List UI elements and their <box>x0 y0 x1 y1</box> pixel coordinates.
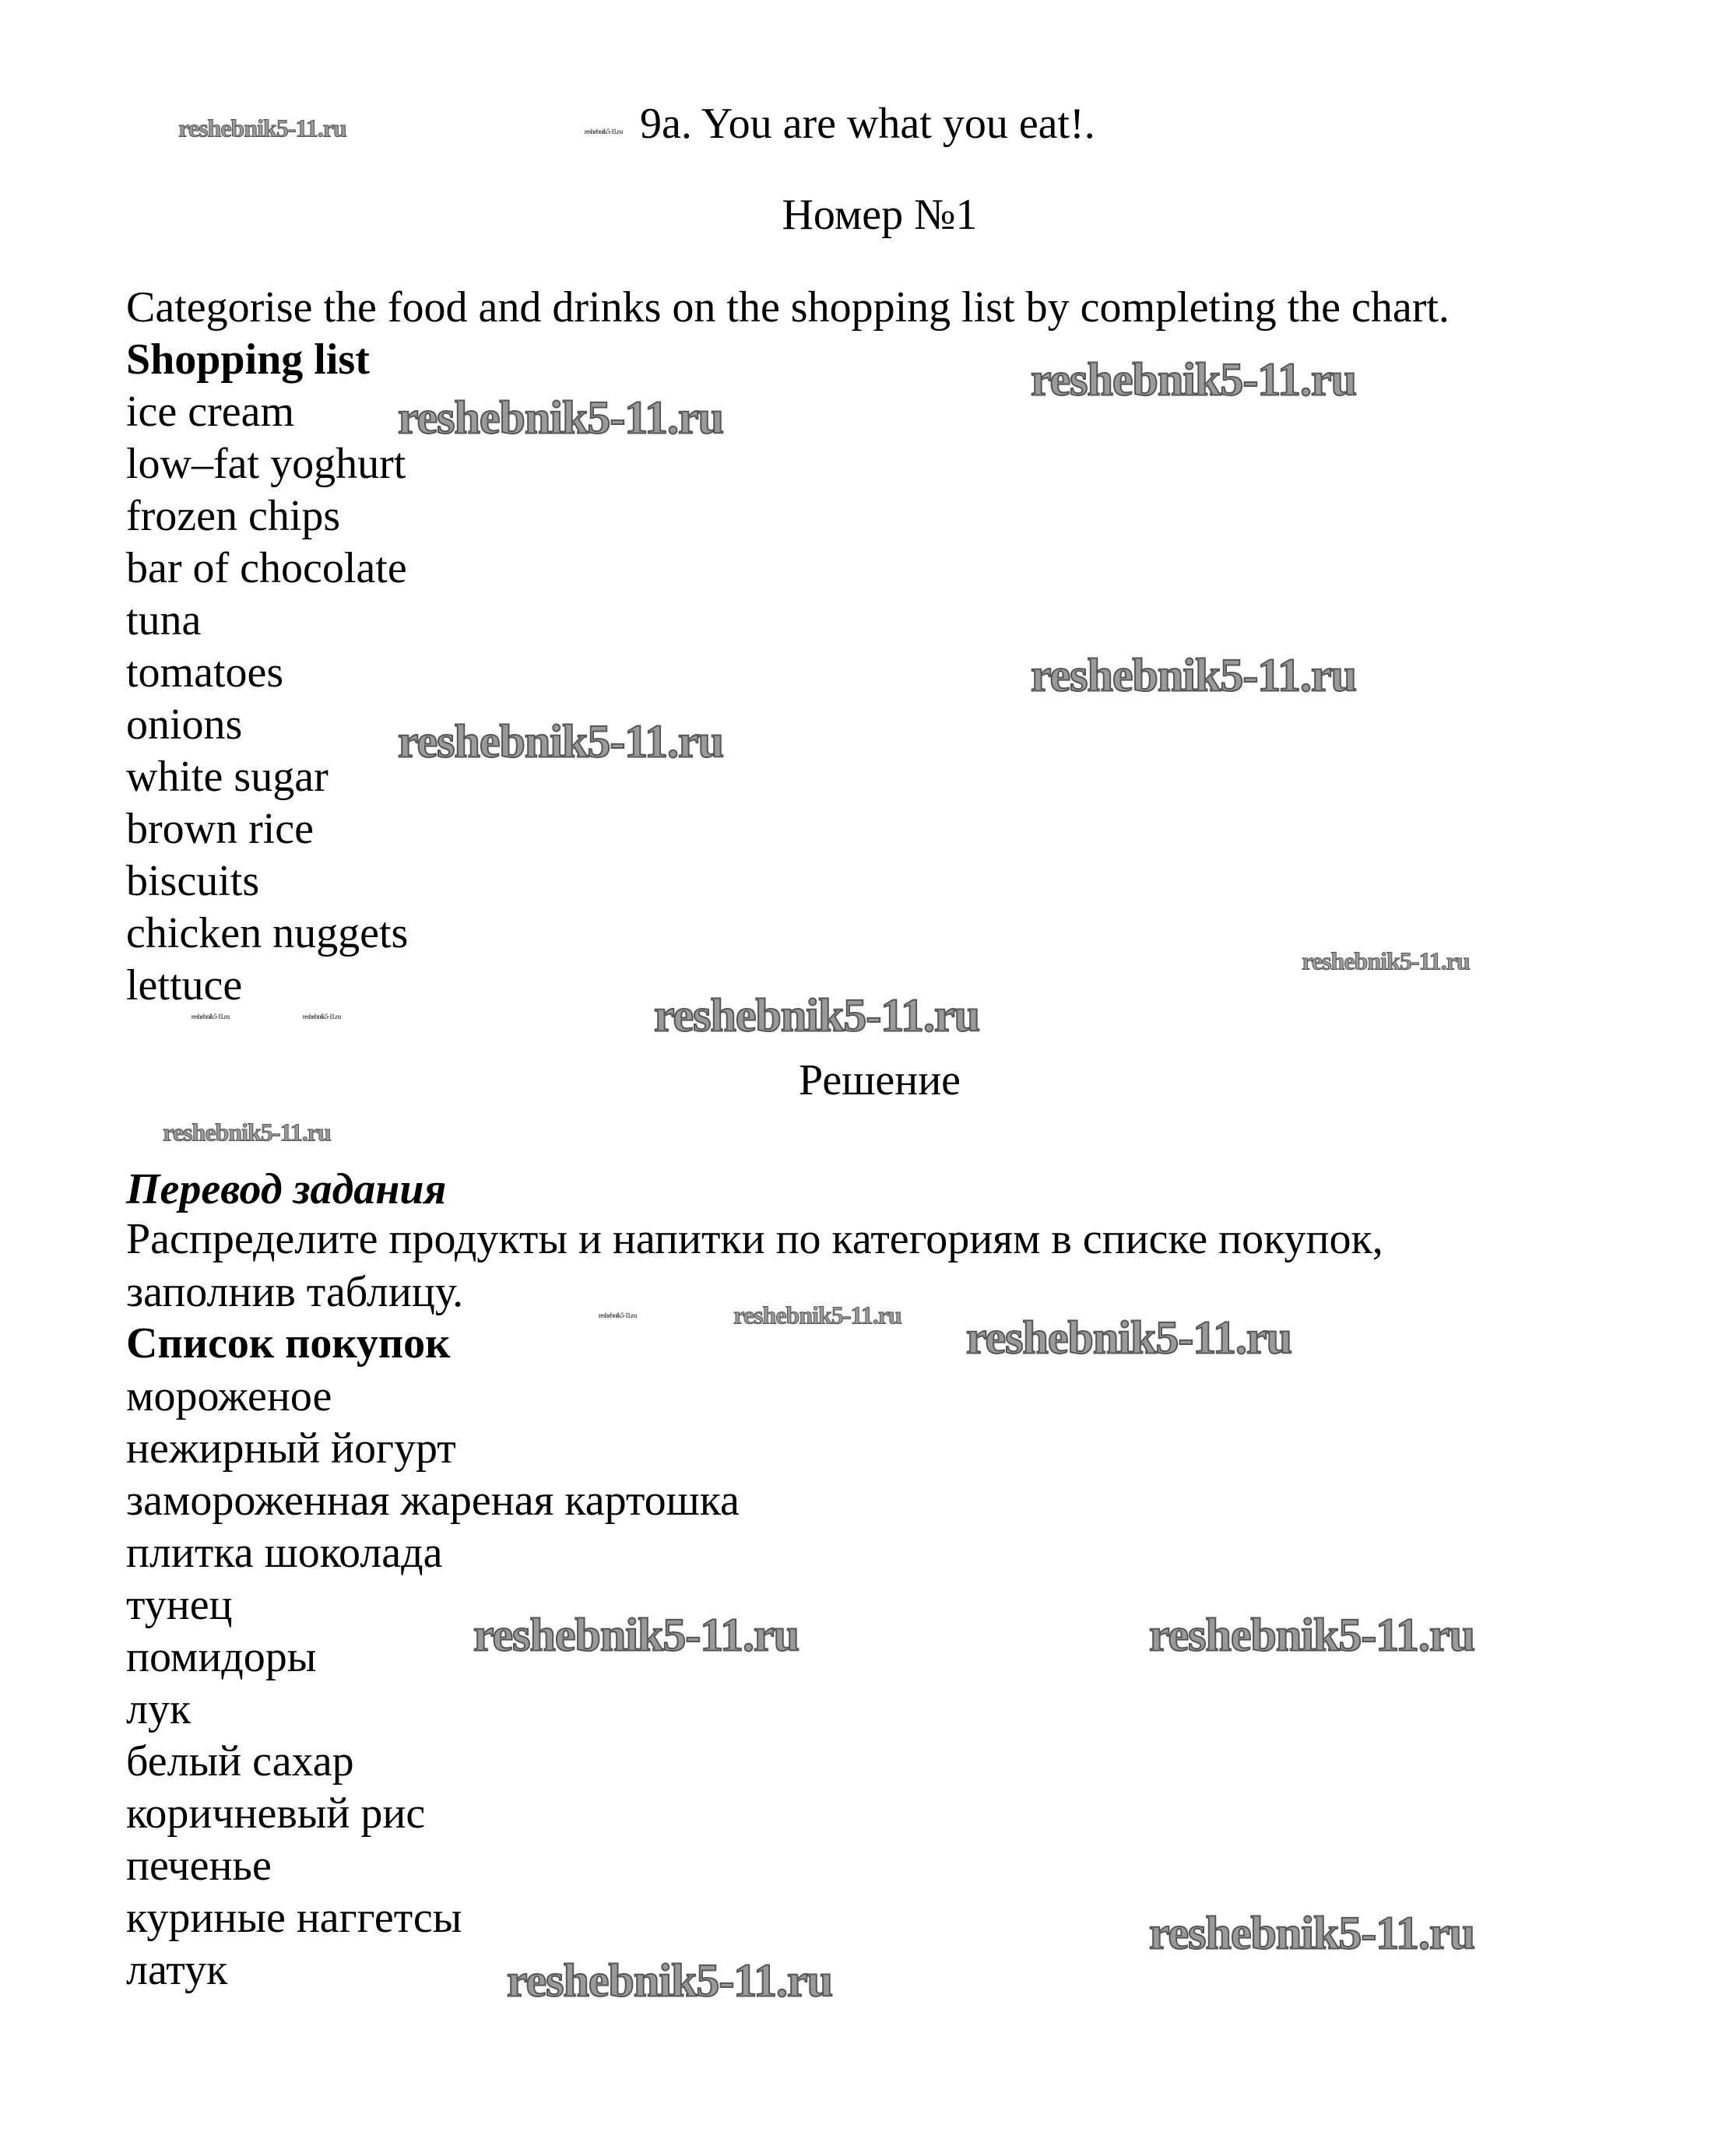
list-item: мороженое <box>126 1372 332 1420</box>
exercise-number: Номер №1 <box>782 191 978 239</box>
russian-shopping-list <box>126 1371 740 1996</box>
watermark: reshebnik5-11.ru <box>1031 649 1356 701</box>
translation-title: Перевод задания <box>126 1165 447 1213</box>
list-item: bar of chocolate <box>126 544 407 592</box>
watermark: reshebnik5-11.ru <box>598 1312 637 1319</box>
watermark: reshebnik5-11.ru <box>1302 946 1470 975</box>
list-item: chicken nuggets <box>126 909 409 957</box>
list-item: лук <box>126 1685 192 1733</box>
shopping-list-title: Shopping list <box>126 335 370 384</box>
solution-heading: Решение <box>798 1056 961 1104</box>
instruction: Categorise the food and drinks on the shopping list by completing the chart. <box>126 283 1450 332</box>
list-item: onions <box>126 701 243 749</box>
watermark: reshebnik5-11.ru <box>178 114 346 142</box>
list-item: помидоры <box>126 1633 317 1681</box>
list-item: biscuits <box>126 857 260 905</box>
list-item: ice cream <box>126 388 295 436</box>
watermark: reshebnik5-11.ru <box>473 1609 799 1661</box>
watermark: reshebnik5-11.ru <box>302 1013 341 1020</box>
watermark: reshebnik5-11.ru <box>163 1118 331 1147</box>
watermark: reshebnik5-11.ru <box>654 989 979 1041</box>
translation-text-line-1: Распределите продукты и напитки по категориям в списке покупок, <box>126 1215 1383 1263</box>
list-item: коричневый рис <box>126 1789 426 1838</box>
watermark: reshebnik5-11.ru <box>1031 353 1356 406</box>
list-item: low–fat yoghurt <box>126 440 406 488</box>
russian-list-title: Список покупок <box>126 1319 451 1368</box>
list-item: плитка шоколада <box>126 1529 443 1577</box>
list-item: белый сахар <box>126 1737 354 1786</box>
list-item: куриные наггетсы <box>126 1894 462 1942</box>
watermark: reshebnik5-11.ru <box>398 392 723 444</box>
translation-text-line-2: заполнив таблицу. <box>126 1268 464 1316</box>
watermark: reshebnik5-11.ru <box>733 1301 901 1329</box>
watermark: reshebnik5-11.ru <box>966 1312 1291 1364</box>
watermark: reshebnik5-11.ru <box>1149 1907 1474 1959</box>
page-title: 9a. You are what you eat!. <box>640 100 1095 148</box>
list-item: tuna <box>126 596 202 644</box>
list-item: white sugar <box>126 753 329 801</box>
list-item: латук <box>126 1946 228 1994</box>
list-item: frozen chips <box>126 492 341 540</box>
list-item: замороженная жареная картошка <box>126 1477 740 1525</box>
watermark: reshebnik5-11.ru <box>398 715 723 767</box>
list-item: lettuce <box>126 961 243 1010</box>
list-item: tomatoes <box>126 648 284 697</box>
list-item: нежирный йогурт <box>126 1424 456 1473</box>
watermark: reshebnik5-11.ru <box>584 128 623 135</box>
list-item: печенье <box>126 1842 272 1890</box>
shopping-list <box>126 386 408 1012</box>
list-item: тунец <box>126 1581 233 1629</box>
watermark: reshebnik5-11.ru <box>507 1954 832 2007</box>
watermark: reshebnik5-11.ru <box>191 1013 230 1020</box>
watermark: reshebnik5-11.ru <box>1149 1609 1474 1661</box>
list-item: brown rice <box>126 805 315 853</box>
